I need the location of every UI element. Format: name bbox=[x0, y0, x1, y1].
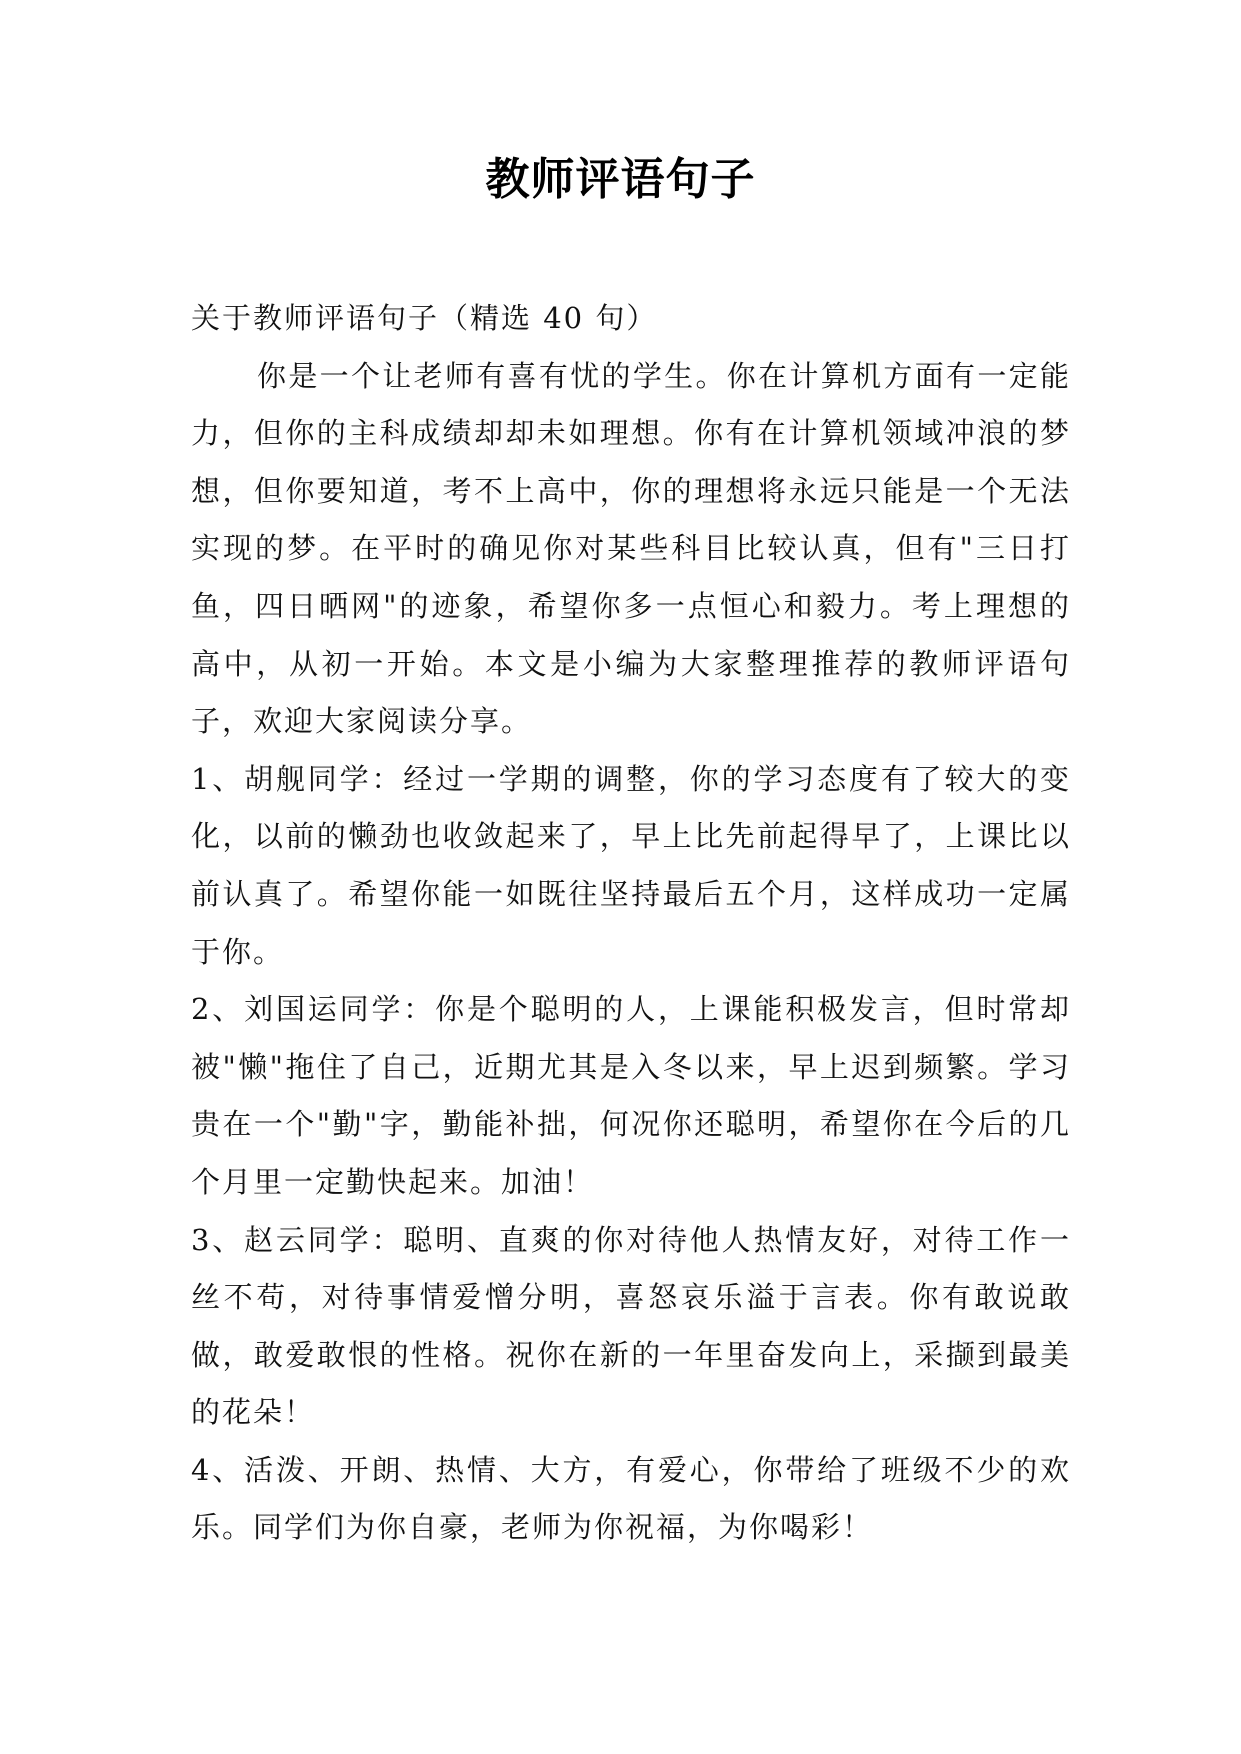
document-title: 教师评语句子 bbox=[485, 154, 756, 205]
comment-item-3: 3、赵云同学：聪明、直爽的你对待他人热情友好，对待工作一丝不苟，对待事情爱憎分明，喜怒哀乐溢于言表。你有敢说敢做，敢爱敢恨的性格。祝你在新的一年里奋发向上，采撷到最美的花朵！ bbox=[191, 1222, 1071, 1430]
document-subtitle: 关于教师评语句子（精选 40 句） bbox=[191, 301, 658, 335]
comment-item-2: 2、刘国运同学：你是个聪明的人，上课能积极发言，但时常却被"懒"拖住了自己，近期尤其是入冬以来，早上迟到频繁。学习贵在一个"勤"字，勤能补拙，何况你还聪明，希望你在今后的几个月里一定勤快起来。加油！ bbox=[191, 992, 1071, 1199]
comment-item-1: 1、胡舰同学：经过一学期的调整，你的学习态度有了较大的变化，以前的懒劲也收敛起来了，早上比先前起得早了，上课比以前认真了。希望你能一如既往坚持最后五个月，这样成功一定属于你。 bbox=[191, 761, 1071, 969]
document-body bbox=[191, 290, 1071, 1557]
comment-item-4: 4、活泼、开朗、热情、大方，有爱心，你带给了班级不少的欢乐。同学们为你自豪，老师为你祝福，为你喝彩！ bbox=[191, 1452, 1071, 1545]
intro-paragraph: 你是一个让老师有喜有忧的学生。你在计算机方面有一定能力，但你的主科成绩却却未如理想。你有在计算机领域冲浪的梦想，但你要知道，考不上高中，你的理想将永远只能是一个无法实现的梦。在平时的确见你对某些科目比较认真，但有"三日打鱼，四日晒网"的迹象，希望你多一点恒心和毅力。考上理想的高中，从初一开始。本文是小编为大家整理推荐的教师评语句子，欢迎大家阅读分享。 bbox=[191, 358, 1071, 739]
